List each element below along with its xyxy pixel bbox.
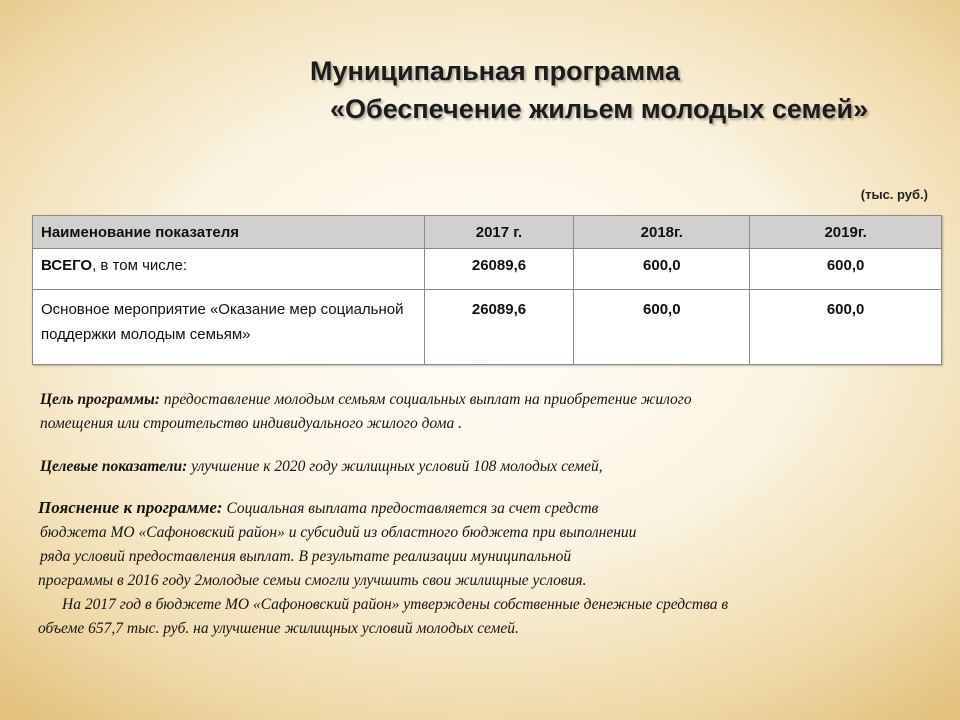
- row-main-activity-label: Основное мероприятие «Оказание мер социальной поддержки молодым семьям»: [33, 290, 425, 365]
- targets-text: улучшение к 2020 году жилищных условий 108 молодых семей,: [187, 458, 603, 475]
- title-line-1: Муниципальная программа: [310, 56, 680, 86]
- indicators-table: [32, 215, 942, 365]
- explanation-line-2: бюджета МО «Сафоновский район» и субсидий из областного бюджета при выполнении: [40, 524, 637, 541]
- goal-line-2: помещения или строительство индивидуального жилого дома .: [40, 415, 462, 432]
- total-2019: 600,0: [750, 249, 942, 290]
- row-total-label: [33, 249, 425, 290]
- goal-label: Цель программы:: [40, 391, 160, 408]
- explanation-label: Пояснение к программе:: [38, 498, 223, 517]
- goal-paragraph: [40, 388, 692, 436]
- table-row: [33, 290, 942, 365]
- header-2019: 2019г.: [750, 216, 942, 249]
- table-row: [33, 249, 942, 290]
- explanation-line-3: ряда условий предоставления выплат. В результате реализации муниципальной: [40, 548, 572, 565]
- total-label-rest: , в том числе:: [92, 257, 188, 274]
- main-activity-2018: 600,0: [574, 290, 750, 365]
- header-2018: 2018г.: [574, 216, 750, 249]
- table-header-row: [33, 216, 942, 249]
- page-title: [0, 52, 960, 128]
- targets-paragraph: [40, 455, 603, 479]
- explanation-line-1: Социальная выплата предоставляется за счет средств: [222, 500, 599, 517]
- explanation-line-5: На 2017 год в бюджете МО «Сафоновский район» утверждены собственные денежные средства в: [62, 596, 729, 613]
- main-activity-2017: 26089,6: [424, 290, 574, 365]
- total-2017: 26089,6: [424, 249, 574, 290]
- explanation-line-4: программы в 2016 году 2молодые семьи смогли улучшить свои жилищные условия.: [38, 572, 587, 589]
- title-line-2: «Обеспечение жильем молодых семей»: [330, 94, 869, 124]
- goal-line-1: предоставление молодым семьям социальных выплат на приобретение жилого: [159, 391, 692, 408]
- explanation-line-6: объеме 657,7 тыс. руб. на улучшение жилищных условий молодых семей.: [38, 620, 519, 637]
- total-2018: 600,0: [574, 249, 750, 290]
- explanation-paragraph: [38, 496, 728, 641]
- header-2017: 2017 г.: [424, 216, 574, 249]
- header-indicator-name: Наименование показателя: [33, 216, 425, 249]
- units-label: (тыс. руб.): [860, 187, 928, 202]
- main-activity-2019: 600,0: [750, 290, 942, 365]
- total-label-bold: ВСЕГО: [41, 257, 93, 274]
- targets-label: Целевые показатели:: [40, 458, 188, 475]
